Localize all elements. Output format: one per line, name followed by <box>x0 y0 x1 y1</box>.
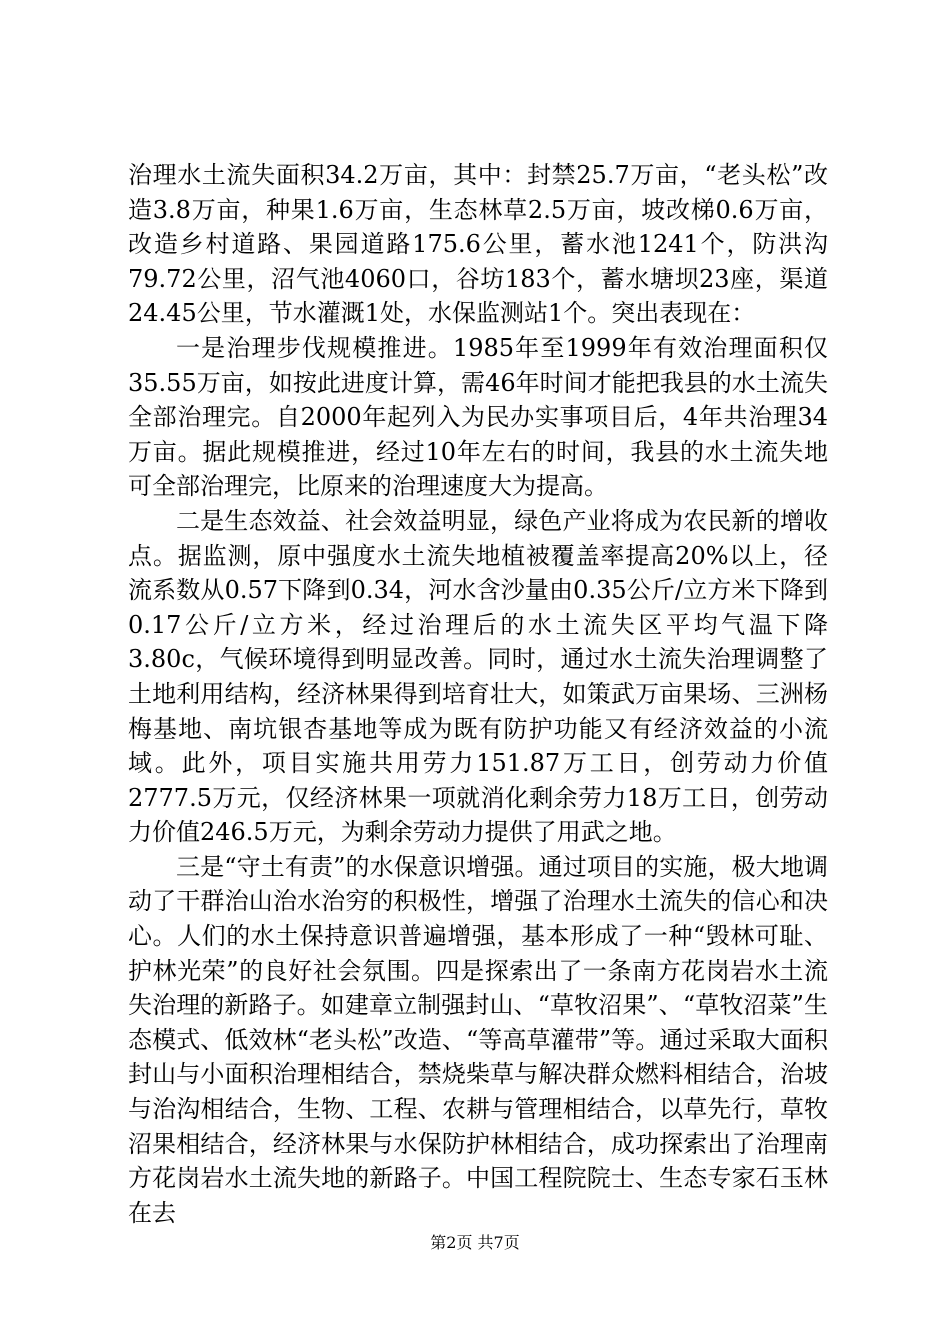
document-body <box>128 158 828 1230</box>
paragraph-point-three: 三是“守土有责”的水保意识增强。通过项目的实施，极大地调动了干群治山治水治穷的积极性，增强了治理水土流失的信心和决心。人们的水土保持意识普遍增强，基本形成了一种“毁林可耻、护林光荣”的良好社会氛围。四是探索出了一条南方花岗岩水土流失治理的新路子。如建章立制强封山、“草牧沼果”、“草牧沼菜”生态模式、低效林“老头松”改造、“等高草灌带”等。通过采取大面积封山与小面积治理相结合，禁烧柴草与解决群众燃料相结合，治坡与治沟相结合，生物、工程、农耕与管理相结合，以草先行，草牧沼果相结合，经济林果与水保防护林相结合，成功探索出了治理南方花岗岩水土流失地的新路子。中国工程院院士、生态专家石玉林在去 <box>128 852 828 1227</box>
paragraph-point-one: 一是治理步伐规模推进。1985年至1999年有效治理面积仅35.55万亩，如按此进度计算，需46年时间才能把我县的水土流失全部治理完。自2000年起列入为民办实事项目后，4年共治理34万亩。据此规模推进，经过10年左右的时间，我县的水土流失地可全部治理完，比原来的治理速度大为提高。 <box>128 333 828 501</box>
page-number-footer: 第2页 共7页 <box>430 1233 520 1252</box>
paragraph-continuation: 治理水土流失面积34.2万亩，其中：封禁25.7万亩，“老头松”改造3.8万亩，种果1.6万亩，生态林草2.5万亩，坡改梯0.6万亩，改造乡村道路、果园道路175.6公里，蓄水池1241个，防洪沟79.72公里，沼气池4060口，谷坊183个，蓄水塘坝23座，渠道24.45公里，节水灌溉1处，水保监测站1个。突出表现在： <box>128 161 828 328</box>
paragraph-point-two: 二是生态效益、社会效益明显，绿色产业将成为农民新的增收点。据监测，原中强度水土流失地植被覆盖率提高20%以上，径流系数从0.57下降到0.34，河水含沙量由0.35公斤/立方米下降到0.17公斤/立方米，经过治理后的水土流失区平均气温下降3.80c，气候环境得到明显改善。同时，通过水土流失治理调整了土地利用结构，经济林果得到培育壮大，如策武万亩果场、三洲杨梅基地、南坑银杏基地等成为既有防护功能又有经济效益的小流域。此外，项目实施共用劳力151.87万工日，创劳动力价值2777.5万元，仅经济林果一项就消化剩余劳力18万工日，创劳动力价值246.5万元，为剩余劳动力提供了用武之地。 <box>128 506 828 847</box>
